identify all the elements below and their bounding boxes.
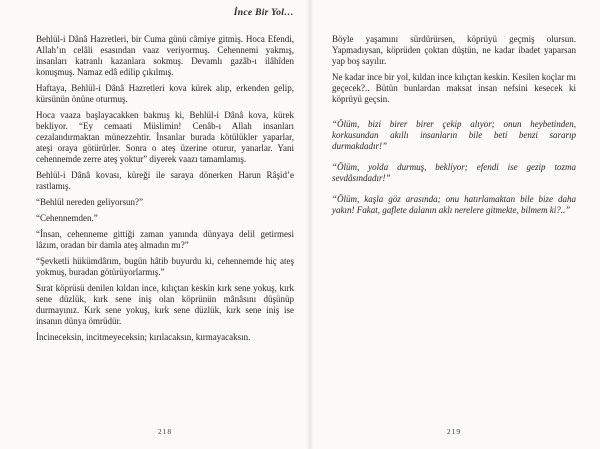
paragraph: Behlül-i Dânâ Hazretleri, bir Cuma günü câmiye gitmiş. Hoca Efendi, Allah’ın celâli esasından vaaz veriyormuş. Cehennemi yakmış, insanları katranlı kazanlara sokmuş. Devamlı gazâb-ı ilâhîden konuşmuş. Namaz edâ edilip çıkılmış. bbox=[36, 34, 294, 77]
quote-paragraph: “Ölüm, yolda durmuş, bekliyor; efendi ise gezip tozma sevdâsındadır!” bbox=[332, 162, 576, 183]
dialogue-line: “İnsan, cehenneme gittiği zaman yanında dünyaya delil getirmesi lâzım, oradan bir damla ateş almadın mı?” bbox=[36, 229, 294, 250]
paragraph: İncineceksin, incitmeyeceksin; kırılacaksın, kırmayacaksın. bbox=[36, 332, 251, 342]
running-header: İnce Bir Yol… bbox=[233, 8, 294, 18]
paragraph: Behlül-i Dânâ kovası, küreği ile saraya dönerken Harun Râşid’e rastlamış. bbox=[36, 170, 294, 191]
dialogue-line: “Şevketli hükümdârım, bugün hâtib buyurdu ki, cehennemde hiç ateş yokmuş, buradan götürüyorlarmış.” bbox=[36, 256, 294, 277]
gutter-fold bbox=[306, 0, 314, 449]
paragraph: Sırat köprüsü denilen kıldan ince, kılıçtan keskin kırk sene yokuş, kırk sene düzlük, kırk sene iniş olan köprünün mânâsını düşünüp durmayınız. Kırk sene yokuş, kırk sene düzlük, kırk sene iniş ise insanın dünya ömrüdür. bbox=[36, 283, 294, 326]
quote-paragraph: “Ölüm, bizi birer birer çekip alıyor; onun heybetinden, korkusundan akıllı insanların bile beti benzi sararıp durmakdadır!” bbox=[332, 119, 576, 151]
page-number-left: 218 bbox=[157, 427, 173, 436]
page-number-right: 219 bbox=[446, 427, 462, 436]
left-page bbox=[36, 8, 294, 436]
paragraph: Haftaya, Behlül-i Dânâ Hazretleri kova kürek alıp, erkenden gelip, kürsünün önüne oturmuş. bbox=[36, 83, 294, 104]
right-page bbox=[332, 34, 576, 436]
paragraph: Böyle yaşamını sürdürürsen, köprüyü geçmiş olursun. Yapmadıysan, köprüden çoktan düştün, ne kadar ibadet yaparsan yap boş sayılır. bbox=[332, 34, 576, 66]
dialogue-line: “Cehennemden.” bbox=[36, 213, 98, 223]
paragraph: Ne kadar ince bir yol, kıldan ince kılıçtan keskin. Kesilen koçlar mı geçecek?.. Bütün bunlardan maksat insan nefsini kesecek ki köprüyü geçsin. bbox=[332, 72, 576, 104]
quotes-block bbox=[332, 119, 576, 216]
quote-paragraph: “Ölüm, kaşla göz arasında; onu hatırlamaktan bile bize daha yakın! Fakat, gaflete dalanın aklı nerelere gitmekte, bilmem ki?..” bbox=[332, 194, 576, 215]
paragraph: Hoca vaaza başlayacakken bakmış ki, Behlül-i Dânâ kova, kürek bekliyor. “Ey cemaati Müslimin! Cenâb-ı Allah insanları cezalandırmaktan münezzehtir. İnsanlar burada kötülükler yaparlar, ateşi oraya götürürler. Sonra o ateş üzerine oturur, yanarlar. Yani cehennemde zerre ateş yoktur” diyerek vaazı tamamlamış. bbox=[36, 110, 294, 164]
dialogue-line: “Behlül nereden geliyorsun?” bbox=[36, 197, 143, 207]
